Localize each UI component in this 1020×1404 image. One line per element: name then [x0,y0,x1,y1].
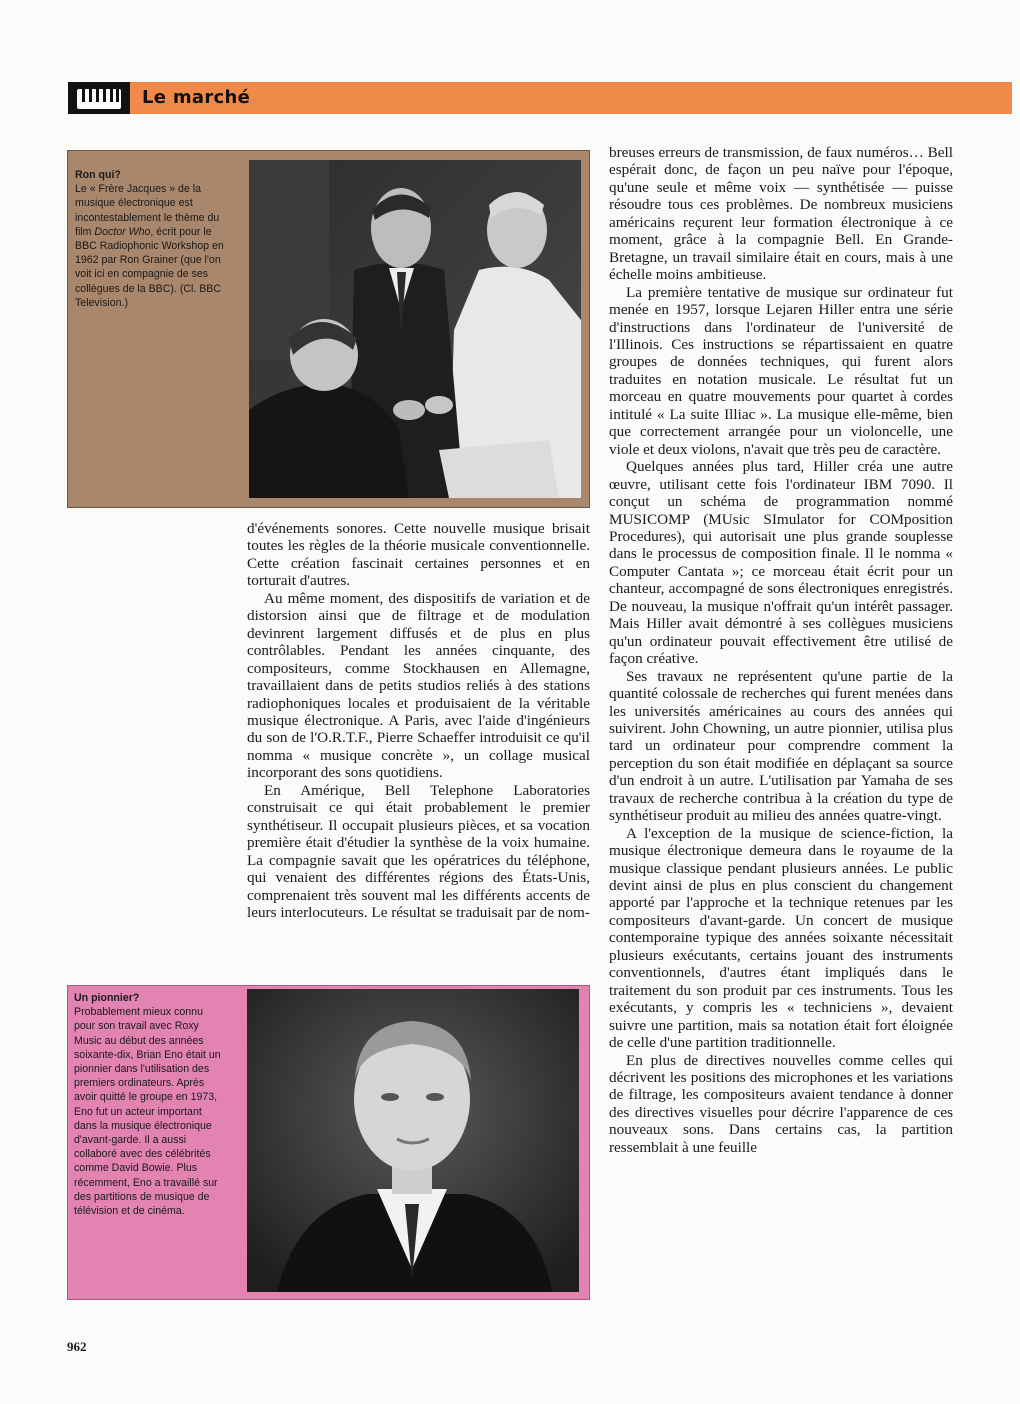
section-title: Le marché [142,87,251,108]
caption-text-cont: , écrit pour le BBC Radiophonic Workshop en 1962 par Ron Grainer (que l'on voit ici en compagnie de ses collègues de la BBC). (Cl. BBC Television.) [75,225,224,309]
paragraph: En plus de directives nouvelles comme celles qui décrivent les positions des microphones et les variations de filtrage, les compositeurs avaient tendance à donner des directives visuelles pour décrire l'apparence de ces nouveaux sons. Dans certains cas, la partition ressemblait à une feuille [609,1051,953,1156]
photo-brian-eno [247,989,579,1292]
text-column-left [247,520,590,921]
caption-film-title: Doctor Who [94,225,151,238]
text-column-right [609,144,953,1156]
caption-text: Probablement mieux connu pour son travail avec Roxy Music au début des années soixante-dix, Brian Eno était un pionnier dans l'utilisation des premiers ordinateurs. Après avoir quitté le groupe en 1973, Eno fut un acteur important dans la musique électronique d'avant-garde. Il a aussi collaboré avec des célébrités comme David Bowie. Plus récemment, Eno a travaillé sur des partitions de musique de télévision et de cinéma. [74,1006,221,1218]
photo-caption-box-top [67,150,590,508]
caption-title: Un pionnier? [74,992,140,1004]
caption-top [75,168,225,310]
photo-bbc-musicians [249,160,581,498]
caption-bottom [74,991,224,1218]
paragraph: Au même moment, des dispositifs de variation et de distorsion ainsi que de filtrage et de modulation devinrent largement diffusés et de plus en plus contrôlables. Pendant les années cinquante, des compositeurs, comme Stockhausen en Allemagne, travaillaient dans de petits studios reliés à des stations radiophoniques locales et produisaient de la véritable musique électronique. A Paris, avec l'aide d'ingénieurs du son de l'O.R.T.F., Pierre Schaeffer introduisit ce qu'il nomma « musique concrète », un collage musical incorporant des sons quotidiens. [247,589,590,782]
paragraph: Quelques années plus tard, Hiller créa une autre œuvre, utilisant cette fois l'ordinateur IBM 7090. Il conçut un schéma de programmation nommé MUSICOMP (MUsic SImulator for COMposition Procedures), qui autorisait une plus grande souplesse dans le processus de composition finale. Il le nomma « Computer Cantata »; ce morceau était écrit pour un chanteur, accompagné de sons électroniques enregistrés. De nouveau, la musique n'offrait qu'un intérêt passager. Mais Hiller avait démontré à ses collègues musiciens qu'un ordinateur pouvait effectivement être utilisé de façon créative. [609,458,953,668]
paragraph: d'événements sonores. Cette nouvelle musique brisait toutes les règles de la théorie musicale conventionnelle. Cette création fascinait certaines personnes et en torturait d'autres. [247,520,590,590]
paragraph: breuses erreurs de transmission, de faux numéros… Bell espérait donc, de façon un peu naïve pour l'époque, qu'une seule et même voix — synthétisée — puisse résoudre tous ces problèmes. De nombreux musiciens américains reçurent leur formation électronique à ce moment, grâce à la compagnie Bell. En Grande-Bretagne, un travail similaire était en cours, mais à une échelle moins ambitieuse. [609,144,953,284]
caption-title: Ron qui? [75,169,121,181]
photo-caption-box-bottom [67,985,590,1300]
paragraph: La première tentative de musique sur ordinateur fut menée en 1957, lorsque Lejaren Hiller entra une série d'instructions dans l'ordinateur de l'université de l'Illinois. Ces instructions se répartissaient en quatre groupes de données techniques, qui furent alors traduites en notation musicale. Le résultat fut un morceau en quatre mouvements pour quartet à cordes intitulé « La suite Illiac ». La musique elle-même, bien que correctement arrangée pour un violoncelle, une viole et deux violons, n'avait que très peu de caractère. [609,283,953,458]
paragraph: Ses travaux ne représentent qu'une partie de la quantité colossale de recherches qui furent menées dans les universités américaines au cours des années qui suivirent. John Chowning, un autre pionnier, utilisa plus tard un ordinateur pour comprendre comment la perception du son était modifiée en déplaçant sa source d'un endroit à un autre. L'utilisation par Yamaha de ses travaux de recherche contribua à la création du type de synthétiseur produit au milieu des années quatre-vingt. [609,667,953,825]
page-number: 962 [67,1339,87,1354]
piano-keys-icon [68,82,130,114]
paragraph: A l'exception de la musique de science-fiction, la musique électronique demeura dans le royaume de la musique classique pendant plusieurs années. Le public devint ainsi de plus en plus conscient du changement apporté par l'approche et la technique retenues par les compositeurs d'avant-garde. Un concert de musique contemporaine typique des années soixante nécessitait plusieurs exécutants, certains jouant des instruments conventionnels, d'autres étant impliqués dans le traitement du son produit par ces instruments. Tous les exécutants, y compris les « techniciens », devaient suivre une partition, mais sa notation était fort éloignée de celle d'une partition traditionnelle. [609,824,953,1052]
section-header-band [68,82,1012,114]
caption-text: Le « Frère Jacques » de la musique électronique est incontestablement le thème du film [75,183,220,238]
paragraph: En Amérique, Bell Telephone Laboratories construisait ce qui était probablement le premier synthétiseur. Il occupait plusieurs pièces, et sa vocation première était d'étudier la synthèse de la voix humaine. La compagnie savait que les opératrices du téléphone, qui venaient des différentes régions des États-Unis, comprenaient très souvent mal les différents accents de leurs interlocuteurs. Le résultat se traduisait par de nom- [247,781,590,921]
